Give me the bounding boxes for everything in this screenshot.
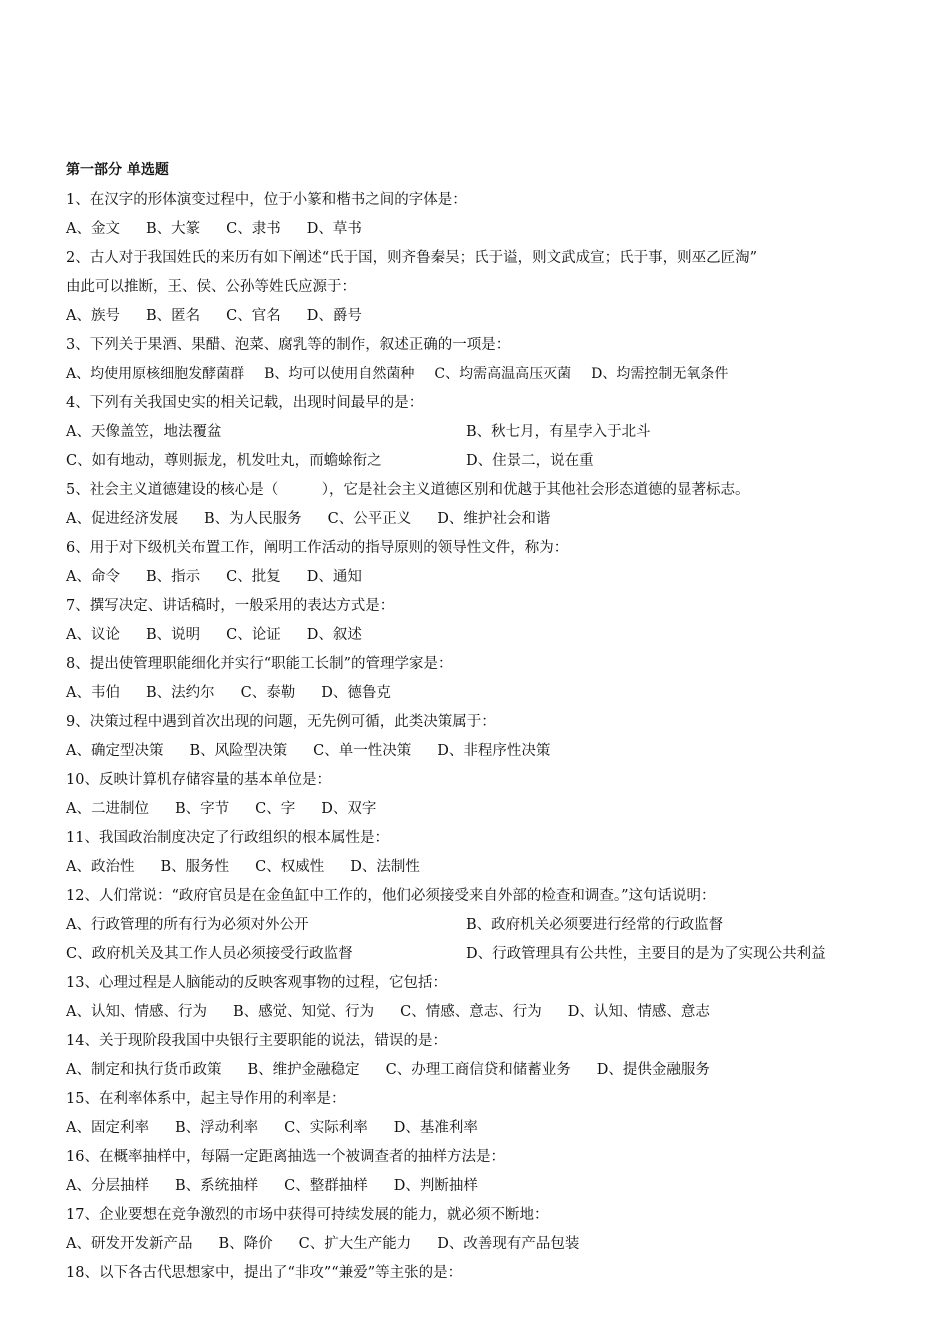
option-a: A、议论 (66, 627, 120, 643)
option-b: B、风险型决策 (189, 743, 288, 759)
options-4-row-1 (66, 418, 896, 447)
question-13: 13、心理过程是人脑能动的反映客观事物的过程，它包括： (66, 975, 447, 991)
option-b: B、匿名 (145, 308, 201, 324)
option-c: C、扩大生产能力 (298, 1236, 412, 1252)
option-a: A、研发开发新产品 (66, 1236, 193, 1252)
option-c: C、字 (255, 801, 296, 817)
question-11: 11、我国政治制度决定了行政组织的根本属性是： (66, 830, 389, 846)
options-11 (66, 853, 896, 882)
option-b: B、为人民服务 (203, 511, 302, 527)
option-a: A、政治性 (66, 859, 135, 875)
question-14: 14、关于现阶段我国中央银行主要职能的说法，错误的是： (66, 1033, 447, 1049)
option-d: D、爵号 (306, 308, 362, 324)
option-b: B、秋七月，有星孛入于北斗 (466, 424, 651, 440)
option-d: D、认知、情感、意志 (567, 1004, 710, 1020)
option-c: C、论证 (226, 627, 281, 643)
question-1: 1、在汉字的形体演变过程中，位于小篆和楷书之间的字体是： (66, 192, 467, 208)
option-b: B、政府机关必须要进行经常的行政监督 (466, 917, 724, 933)
option-d: D、维护社会和谐 (437, 511, 551, 527)
question-8: 8、提出使管理职能细化并实行“职能工长制”的管理学家是： (66, 656, 453, 672)
option-d: D、叙述 (306, 627, 362, 643)
option-a: A、金文 (66, 221, 120, 237)
options-17 (66, 1230, 896, 1259)
option-a: A、二进制位 (66, 801, 149, 817)
option-d: D、通知 (306, 569, 362, 585)
option-c: C、实际利率 (284, 1120, 368, 1136)
options-15 (66, 1114, 896, 1143)
question-9: 9、决策过程中遇到首次出现的问题，无先例可循，此类决策属于： (66, 714, 496, 730)
question-15: 15、在利率体系中，起主导作用的利率是： (66, 1091, 346, 1107)
question-7: 7、撰写决定、讲话稿时，一般采用的表达方式是： (66, 598, 395, 614)
question-5: 5、社会主义道德建设的核心是（ ），它是社会主义道德区别和优越于其他社会形态道德的显著标志。 (66, 482, 750, 498)
option-a: A、认知、情感、行为 (66, 1004, 207, 1020)
options-6 (66, 563, 896, 592)
options-7 (66, 621, 896, 650)
options-3 (66, 360, 896, 389)
option-a: A、分层抽样 (66, 1178, 149, 1194)
question-16: 16、在概率抽样中，每隔一定距离抽选一个被调查者的抽样方法是： (66, 1149, 505, 1165)
question-2-continued: 由此可以推断，王、侯、公孙等姓氏应源于： (66, 279, 356, 295)
option-c: C、泰勒 (240, 685, 296, 701)
option-c: C、办理工商信贷和储蓄业务 (385, 1062, 571, 1078)
option-c: C、批复 (226, 569, 281, 585)
options-10 (66, 795, 896, 824)
option-d: D、德鲁克 (321, 685, 391, 701)
option-b: B、降价 (218, 1236, 273, 1252)
option-b: B、均可以使用自然菌种 (264, 366, 415, 382)
option-b: B、指示 (145, 569, 201, 585)
question-12: 12、人们常说：“政府官员是在金鱼缸中工作的，他们必须接受来自外部的检查和调查。”这句话说明： (66, 888, 716, 904)
options-12-row-1 (66, 911, 896, 940)
option-c: C、官名 (226, 308, 281, 324)
option-b: B、感觉、知觉、行为 (232, 1004, 375, 1020)
option-b: B、大篆 (145, 221, 201, 237)
options-2 (66, 302, 896, 331)
option-a: A、制定和执行货币政策 (66, 1062, 222, 1078)
option-c: C、隶书 (226, 221, 281, 237)
option-c: C、单一性决策 (313, 743, 412, 759)
option-d: D、基准利率 (393, 1120, 478, 1136)
question-17: 17、企业要想在竞争激烈的市场中获得可持续发展的能力，就必须不断地： (66, 1207, 549, 1223)
option-d: D、行政管理具有公共性，主要目的是为了实现公共利益 (466, 946, 826, 962)
option-d: D、判断抽样 (393, 1178, 478, 1194)
option-c: C、整群抽样 (284, 1178, 368, 1194)
option-d: D、草书 (306, 221, 362, 237)
option-d: D、改善现有产品包装 (437, 1236, 580, 1252)
options-14 (66, 1056, 896, 1085)
option-c: C、情感、意志、行为 (400, 1004, 542, 1020)
options-16 (66, 1172, 896, 1201)
option-a: A、命令 (66, 569, 120, 585)
option-c: C、政府机关及其工作人员必须接受行政监督 (66, 946, 353, 962)
options-5 (66, 505, 896, 534)
option-b: B、说明 (145, 627, 201, 643)
option-a: A、天像盖笠，地法覆盆 (66, 424, 222, 440)
option-d: D、法制性 (350, 859, 420, 875)
option-b: B、浮动利率 (174, 1120, 259, 1136)
options-4-row-2 (66, 447, 896, 476)
question-10: 10、反映计算机存储容量的基本单位是： (66, 772, 331, 788)
option-a: A、确定型决策 (66, 743, 164, 759)
option-b: B、法约尔 (145, 685, 215, 701)
option-d: D、非程序性决策 (437, 743, 551, 759)
section-title: 第一部分 单选题 (66, 162, 169, 178)
option-a: A、族号 (66, 308, 120, 324)
option-d: D、双字 (321, 801, 377, 817)
options-9 (66, 737, 896, 766)
options-13 (66, 998, 896, 1027)
option-d: D、提供金融服务 (596, 1062, 710, 1078)
option-a: A、均使用原核细胞发酵菌群 (66, 366, 245, 382)
option-b: B、维护金融稳定 (247, 1062, 360, 1078)
question-18: 18、以下各古代思想家中，提出了“非攻”“兼爱”等主张的是： (66, 1265, 463, 1281)
option-b: B、字节 (174, 801, 230, 817)
option-c: C、如有地动，尊则振龙，机发吐丸，而蟾蜍衔之 (66, 453, 382, 469)
option-a: A、促进经济发展 (66, 511, 178, 527)
question-2: 2、古人对于我国姓氏的来历有如下阐述“氏于国，则齐鲁秦吴；氏于谥，则文武成宣；氏于事，则巫乙匠淘” (66, 250, 758, 266)
option-d: D、均需控制无氧条件 (591, 366, 729, 382)
question-4: 4、下列有关我国史实的相关记载，出现时间最早的是： (66, 395, 424, 411)
option-a: A、固定利率 (66, 1120, 149, 1136)
document-page (66, 158, 896, 1288)
option-d: D、住景二，说在重 (466, 453, 594, 469)
options-8 (66, 679, 896, 708)
question-6: 6、用于对下级机关布置工作，阐明工作活动的指导原则的领导性文件，称为： (66, 540, 569, 556)
options-12-row-2 (66, 940, 896, 969)
option-c: C、权威性 (255, 859, 325, 875)
option-a: A、行政管理的所有行为必须对外公开 (66, 917, 309, 933)
option-a: A、韦伯 (66, 685, 120, 701)
options-1 (66, 215, 896, 244)
option-b: B、系统抽样 (174, 1178, 259, 1194)
option-b: B、服务性 (160, 859, 230, 875)
option-c: C、公平正义 (327, 511, 412, 527)
option-c: C、均需高温高压灭菌 (434, 366, 572, 382)
question-3: 3、下列关于果酒、果醋、泡菜、腐乳等的制作，叙述正确的一项是： (66, 337, 511, 353)
